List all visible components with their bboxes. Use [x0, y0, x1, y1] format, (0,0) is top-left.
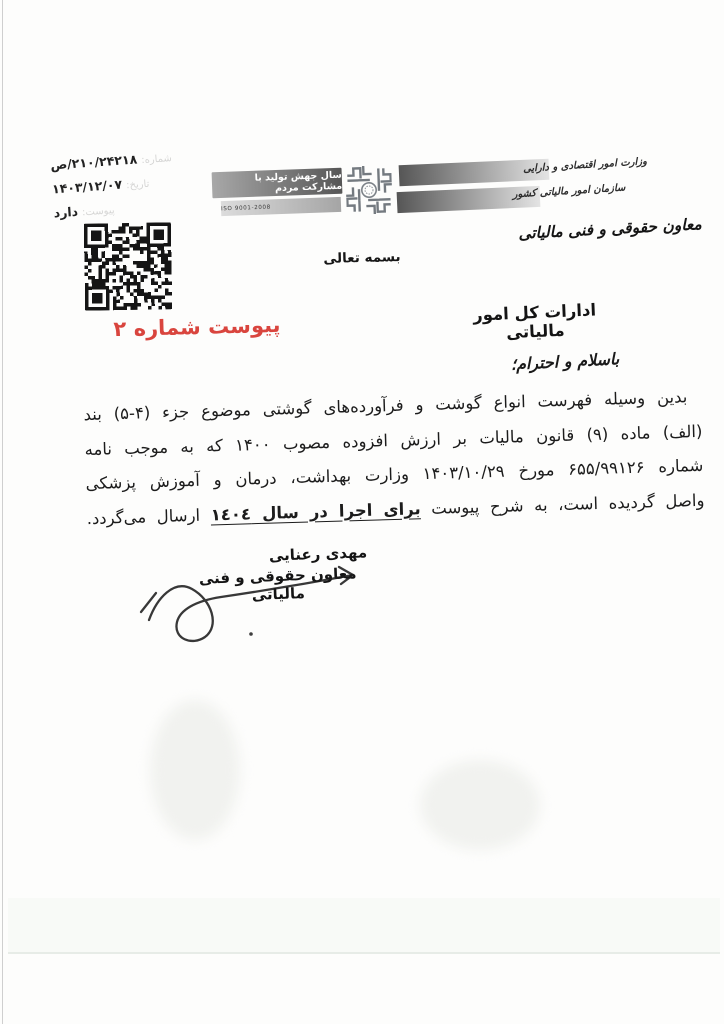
- paper-texture-blob: [420, 760, 540, 850]
- body-line-4-pre: واصل گردیده است، به شرح پیوست: [420, 490, 705, 518]
- body-line-3: شماره ۶۵۵/۹۹۱۲۶ مورخ ۱۴۰۳/۱۰/۲۹ وزارت بهداشت، درمان و آموزش پزشکی: [85, 455, 704, 494]
- body-line-2: (الف) ماده (۹) قانون مالیات بر ارزش افزوده مصوب ۱۴۰۰ که به موجب نامه: [84, 421, 703, 459]
- attachment-label: پیوست:: [81, 205, 115, 219]
- attachment-value: دارد: [53, 203, 79, 221]
- tax-administration-emblem-icon: [345, 163, 393, 217]
- body-line-4-post: ارسال می‌گردد.: [86, 504, 211, 528]
- year-slogan-banner: [212, 168, 343, 199]
- handwritten-signature: [135, 542, 435, 667]
- qr-code: [77, 222, 179, 311]
- signer-title: معاون حقوقی و فنی مالیاتی: [198, 564, 357, 604]
- execution-year-emphasis: برای اجرا در سال ١٤٠٤: [210, 498, 421, 524]
- recipient-line: ادارات کل امور مالیاتی: [472, 300, 597, 343]
- letter-number: ۲۱۰/۲۴۲۱۸/ص: [49, 151, 138, 173]
- letter-meta-block: [50, 146, 183, 227]
- scan-bottom-edge: [8, 898, 720, 954]
- number-label: شماره:: [140, 153, 173, 167]
- year-slogan-text: سال جهش تولید با مشارکت مردم: [254, 169, 343, 195]
- letter-body: [83, 380, 705, 536]
- paper-texture-blob: [150, 700, 240, 840]
- body-line-1: بدین وسیله فهرست انواع گوشت و فرآورده‌های گوشتی موضوع جزء (۴-۵) بند: [83, 387, 688, 425]
- salutation-line: باسلام و احترام؛: [510, 349, 620, 374]
- date-label: تاریخ:: [125, 178, 150, 192]
- scan-edge-artifact: [2, 0, 3, 1024]
- deputy-office-name: معاون حقوقی و فنی مالیاتی: [517, 215, 703, 243]
- signer-name: مهدی رعنایی: [268, 543, 368, 565]
- organization-name: سازمان امور مالیاتی کشور: [512, 182, 626, 201]
- besmele-heading: بسمه تعالی: [323, 248, 401, 268]
- attachment-number-stamp: پیوست شماره ۲: [113, 312, 281, 342]
- ministry-name: وزارت امور اقتصادی و دارایی: [522, 156, 648, 175]
- iso-certification-band: [221, 197, 341, 216]
- letter-date: ۱۴۰۳/۱۲/۰۷: [51, 176, 123, 197]
- iso-certification-text: ISO 9001-2008: [220, 203, 271, 212]
